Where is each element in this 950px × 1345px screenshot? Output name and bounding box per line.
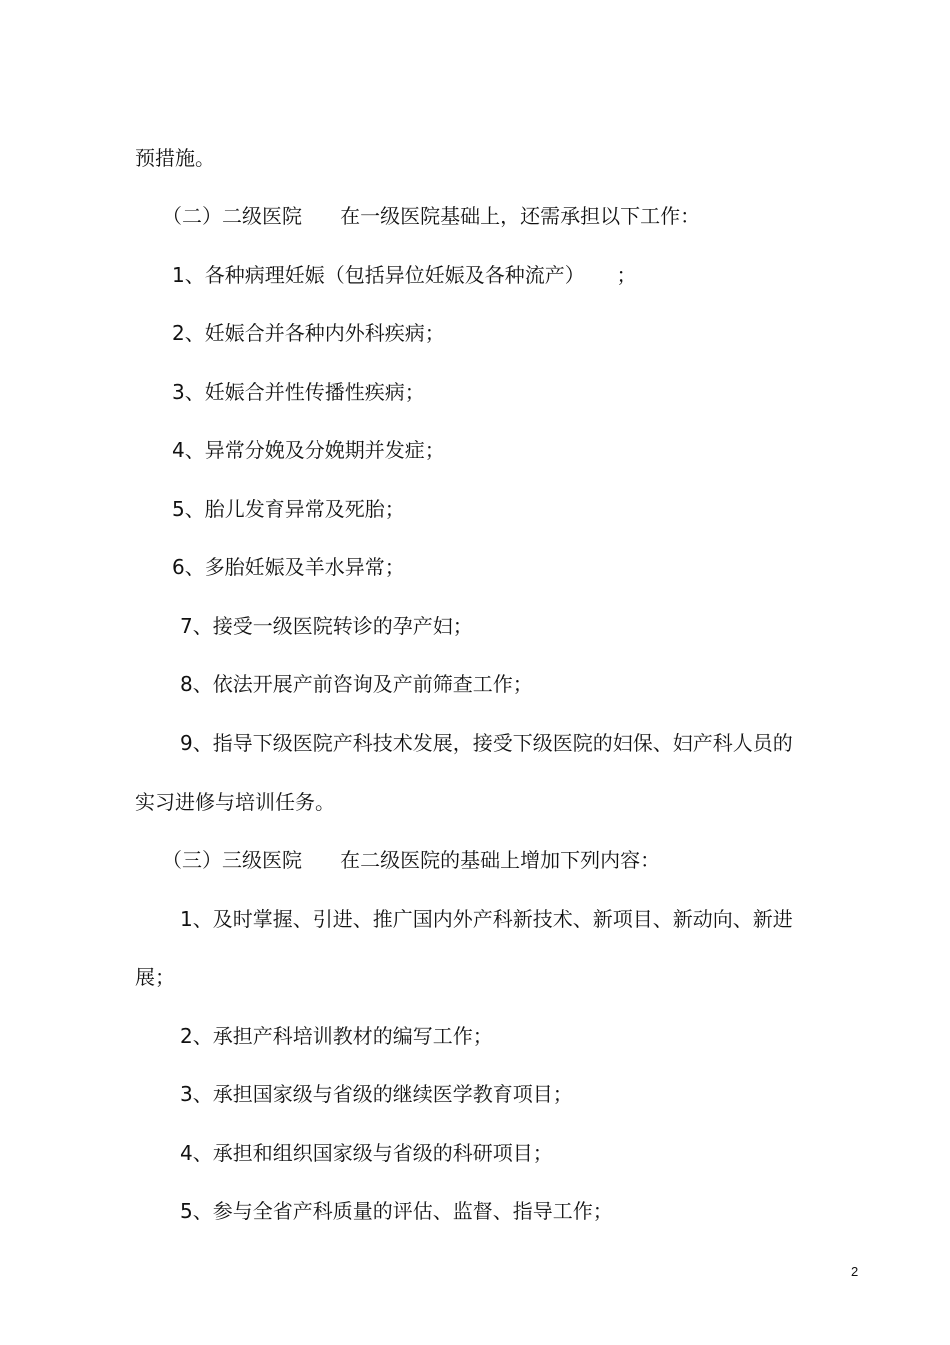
list-item: 9、指导下级医院产科技术发展，接受下级医院的妇保、妇产科人员的: [180, 731, 793, 755]
list-item: 1、及时掌握、引进、推广国内外产科新技术、新项目、新动向、新进: [180, 907, 793, 931]
list-item: 8、依法开展产前咨询及产前筛查工作；: [180, 672, 533, 696]
list-item: 2、承担产科培训教材的编写工作；: [180, 1024, 493, 1048]
list-item: 7、接受一级医院转诊的孕产妇；: [180, 614, 473, 638]
list-item: 4、异常分娩及分娩期并发症；: [172, 438, 445, 462]
list-item: 5、胎儿发育异常及死胎；: [172, 497, 405, 521]
list-item: 3、承担国家级与省级的继续医学教育项目；: [180, 1082, 573, 1106]
list-item: 6、多胎妊娠及羊水异常；: [172, 555, 405, 579]
text-line: 预措施。: [135, 146, 215, 170]
list-item: 4、承担和组织国家级与省级的科研项目；: [180, 1141, 553, 1165]
list-item: 2、妊娠合并各种内外科疾病；: [172, 321, 445, 345]
list-item: 5、参与全省产科质量的评估、监督、指导工作；: [180, 1199, 613, 1223]
section-heading: （二）二级医院 在一级医院基础上，还需承担以下工作：: [162, 204, 701, 228]
list-item: 1、各种病理妊娠（包括异位妊娠及各种流产） ；: [172, 263, 637, 287]
text-line: 实习进修与培训任务。: [135, 790, 335, 814]
section-heading: （三）三级医院 在二级医院的基础上增加下列内容：: [162, 848, 661, 872]
text-line: 展；: [135, 965, 175, 989]
page-number: 2: [851, 1264, 859, 1279]
list-item: 3、妊娠合并性传播性疾病；: [172, 380, 425, 404]
